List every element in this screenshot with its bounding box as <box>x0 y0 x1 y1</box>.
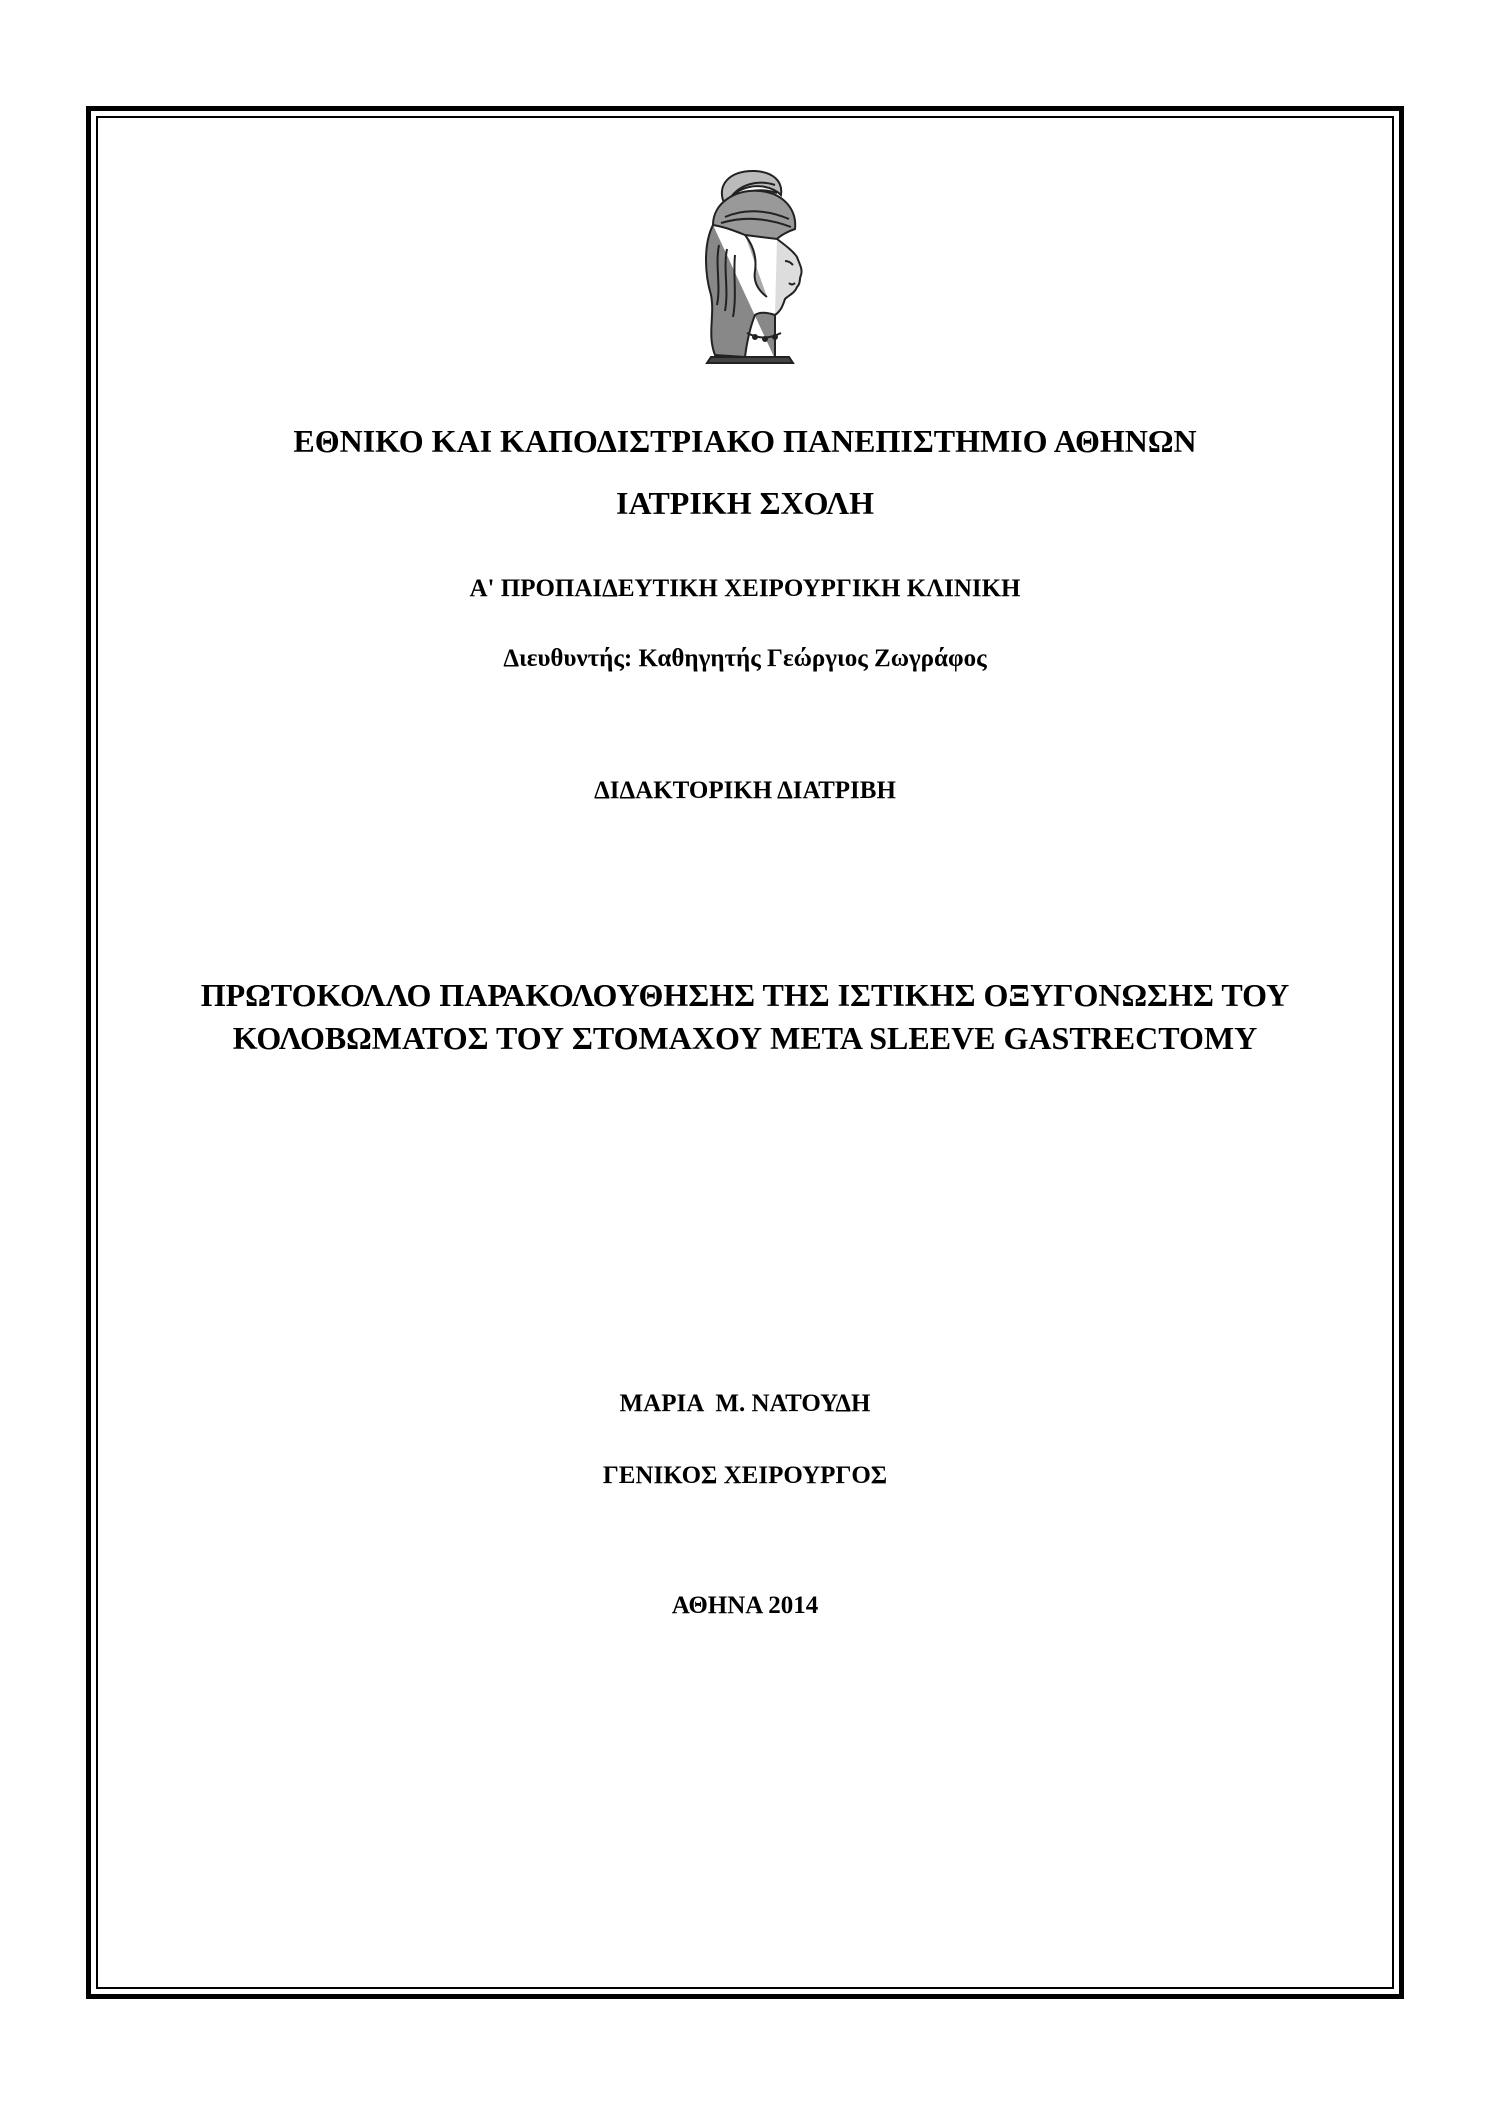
director-line: Διευθυντής: Καθηγητής Γεώργιος Ζωγράφος <box>503 645 987 672</box>
author-role: ΓΕΝΙΚΟΣ ΧΕΙΡΟΥΡΓΟΣ <box>602 1462 888 1489</box>
university-name: ΕΘΝΙΚΟ ΚΑΙ ΚΑΠΟΔΙΣΤΡΙΑΚΟ ΠΑΝΕΠΙΣΤΗΜΙΟ ΑΘΗΝΩΝ <box>293 423 1197 459</box>
city-year: ΑΘΗΝΑ 2014 <box>671 1592 819 1619</box>
thesis-title-line-2: ΚΟΛΟΒΩΜΑΤΟΣ ΤΟΥ ΣΤΟΜΑΧΟΥ ΜΕΤΑ SLEEVE GASTRECTOMY <box>232 1020 1258 1056</box>
thesis-title-line-1: ΠΡΩΤΟΚΟΛΛΟ ΠΑΡΑΚΟΛΟΥΘΗΣΗΣ ΤΗΣ ΙΣΤΙΚΗΣ ΟΞΥΓΟΝΩΣΗΣ ΤΟΥ <box>200 977 1290 1013</box>
document-type: ΔΙΔΑΚΤΟΡΙΚΗ ΔΙΑΤΡΙΒΗ <box>594 777 896 804</box>
author-name: ΜΑΡΙΑ Μ. ΝΑΤΟΥΔΗ <box>619 1390 871 1417</box>
school-name: ΙΑΤΡΙΚΗ ΣΧΟΛΗ <box>616 485 874 521</box>
athena-head-emblem-icon <box>685 165 820 365</box>
clinic-name: Α' ΠΡΟΠΑΙΔΕΥΤΙΚΗ ΧΕΙΡΟΥΡΓΙΚΗ ΚΛΙΝΙΚΗ <box>469 575 1021 602</box>
